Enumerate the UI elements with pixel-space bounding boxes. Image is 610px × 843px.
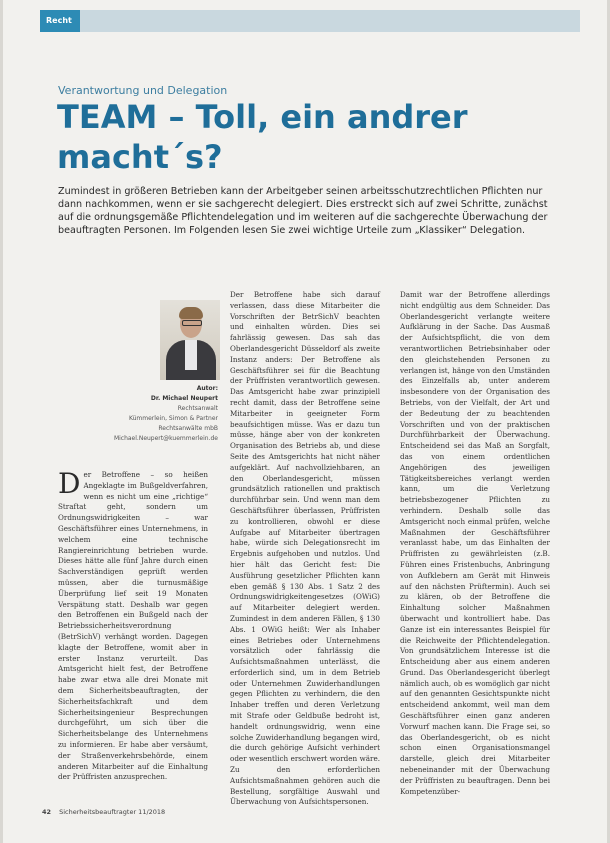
- author-name: Dr. Michael Neupert: [150, 395, 218, 402]
- article-column-3: [400, 290, 550, 815]
- header-ribbon: [40, 10, 580, 32]
- page-edge-left: [0, 0, 3, 843]
- author-info: [58, 384, 218, 444]
- drop-cap: D: [58, 467, 81, 500]
- page-footer: [42, 808, 165, 816]
- author-email: Michael.Neupert@kuemmerlein.de: [113, 435, 218, 442]
- author-firm-type: Rechtsanwälte mbB: [158, 425, 218, 432]
- publication-name: Sicherheitsbeauftragter 11/2018: [59, 808, 166, 816]
- author-title: Rechtsanwalt: [177, 405, 218, 412]
- section-tab: Recht: [40, 10, 80, 32]
- article-lead: Zumindest in größeren Betrieben kann der Arbeitgeber seinen arbeitsschutzrechtlichen Pflichten nur dann nachkommen, wenn er sie sachgerecht delegiert. Dies erstreckt sich auf zwei Schritte, zunächst auf die ordnungsgemäße Pflichtendelegation und im weiteren auf die sachgerechte Überwachung der beauftragten Personen. Im Folgenden lesen Sie zwei wichtige Urteile zum „Klassiker“ Delegation.: [58, 186, 548, 236]
- column-1-text: er Betroffene – so heißen Angeklagte im Bußgeldverfahren, wenn es nicht um eine „richtige“ Straftat geht, sondern um Ordnungswidrigkeiten – war Geschäftsführer eines Unternehmens, in welchem eine technische Rangiereinrichtung betrieben wurde. Dieses hätte alle fünf Jahre durch einen Sachverständigen geprüft werden müssen, aber die turnusmäßige Überprüfung lief seit 19 Monaten Verspätung statt. Deshalb war gegen den Betroffenen ein Bußgeld nach der Betriebssicherheitsverordnung (BetrSichV) verhängt worden. Dagegen klagte der Betroffene, womit aber in erster Instanz verurteilt. Das Amtsgericht hielt fest, der Betroffene habe zwar etwa alle drei Monate mit dem Sicherheitsbeauftragten, der Sicherheitsfachkraft und dem Sicherheitsingenieur Besprechungen durchgeführt, um sich über die Sicherheitsbelange des Unternehmens zu informieren. Er habe aber versäumt, der Straßenverkehrsbehörde, einem anderen Mitarbeiter auf die Einhaltung der Prüffristen anzusprechen.: [58, 470, 208, 782]
- author-photo: [160, 300, 220, 380]
- author-firm: Kümmerlein, Simon & Partner: [128, 415, 218, 422]
- column-2-text: Der Betroffene habe sich darauf verlassen, dass diese Mitarbeiter die Vorschriften der BetrSichV beachten und einhalten würden. Dies sei fahrlässig gewesen. Das sah das Oberlandesgericht Düsseldorf als zweite Instanz anders: Der Betroffene als Geschäftsführer sei für die Beachtung der Prüffristen verantwortlich gewesen. Das Amtsgericht habe zwar prinzipiell recht damit, dass der Betroffene seine Mitarbeiter in geeigneter Form beaufsichtigen müsse. Was er dazu tun müsse, hänge aber von der konkreten Organisation des Betriebs ab, und diese Seite des Amtsgerichts hat nicht näher aufgeklärt. Auf nachvollziehbaren, an den Oberlandesgericht, müssen grundsätzlich rationellen und praktisch durchführbar sein. Und wenn man dem Geschäftsführer überlassen, Prüffristen zu kontrollieren, obwohl er diese Aufgabe auf Mitarbeiter übertragen habe, würde sich Delegationsrecht im Ergebnis aufgehoben und nutzlos. Und hier hält das Gericht fest: Die Ausführung gesetzlicher Pflichten kann eben gemäß § 130 Abs. 1 Satz 2 des Ordnungswidrigkeitengesetzes (OWiG) auf Mitarbeiter delegiert werden. Zumindest in dem anderen Fällen, § 130 Abs. 1 OWiG heißt: Wer als Inhaber eines Betriebes oder Unternehmens vorsätzlich oder fahrlässig die Aufsichtsmaßnahmen unterlässt, die erforderlich sind, um in dem Betrieb oder Unternehmen Zuwiderhandlungen gegen Pflichten zu verhindern, die den Inhaber treffen und deren Verletzung mit Strafe oder Geldbuße bedroht ist, handelt ordnungswidrig, wenn eine solche Zuwiderhandlung begangen wird, die durch gehörige Aufsicht verhindert oder wesentlich erschwert worden wäre. Zu den erforderlichen Aufsichtsmaßnahmen gehören auch die Bestellung, sorgfältige Auswahl und Überwachung von Aufsichtspersonen.: [230, 290, 380, 807]
- article-column-1: [58, 467, 208, 815]
- column-3-text: Damit war der Betroffene allerdings nicht endgültig aus dem Schneider. Das Oberlandesgericht verlangte weitere Aufklärung in der Sache. Das Ausmaß der Aufsichtspflicht, die von dem verantwortlichen Betriebsinhaber oder den gleichstehenden Personen zu verlangen ist, hänge von den Umständen des Einzelfalls ab, unter anderem insbesondere von der Organisation des Betriebs, von der Vielfalt, der Art und der Bedeutung der zu beachtenden Vorschriften und von der praktischen Durchführbarkeit der Überwachung. Entscheidend sei das Maß an Sorgfalt, das von einem ordentlichen Angehörigen des jeweiligen Tätigkeitsbereiches verlangt werden kann, um die Verletzung betriebsbezogener Pflichten zu verhindern. Deshalb solle das Amtsgericht noch einmal prüfen, welche Maßnahmen der Geschäftsführer veranlasst habe, um das Einhalten der Prüffristen zu gewährleisten (z.B. Führen eines Fristenbuchs, Anbringung von Aufklebern am Gerät mit Hinweis auf den nächsten Prüftermin). Auch sei zu klären, ob der Betroffene die Einhaltung solcher Maßnahmen überwacht und kontrolliert habe. Das Ganze ist ein interessantes Beispiel für die Reichweite der Pflichtendelegation. Von grundsätzlichem Interesse ist die Entscheidung aber aus einem anderen Grund. Das Oberlandesgericht überlegt nämlich auch, ob es womöglich gar nicht auf den genannten Gesichtspunkte nicht entscheidend ankommt, weil man dem Geschäftsführer einen ganz anderen Vorwurf machen kann. Die Frage sei, so das Oberlandesgericht, ob es nicht schon einen Organisationsmangel darstelle, gleich drei Mitarbeiter nebeneinander mit der Überwachung der Prüffristen zu beauftragen. Denn bei Kompetenzüber-: [400, 290, 550, 796]
- article-kicker: Verantwortung und Delegation: [58, 84, 228, 97]
- article-headline: TEAM – Toll, ein andrer macht´s?: [57, 98, 468, 176]
- page-number: 42: [42, 808, 52, 816]
- article-column-2: [230, 290, 380, 815]
- author-label: Autor:: [196, 385, 218, 392]
